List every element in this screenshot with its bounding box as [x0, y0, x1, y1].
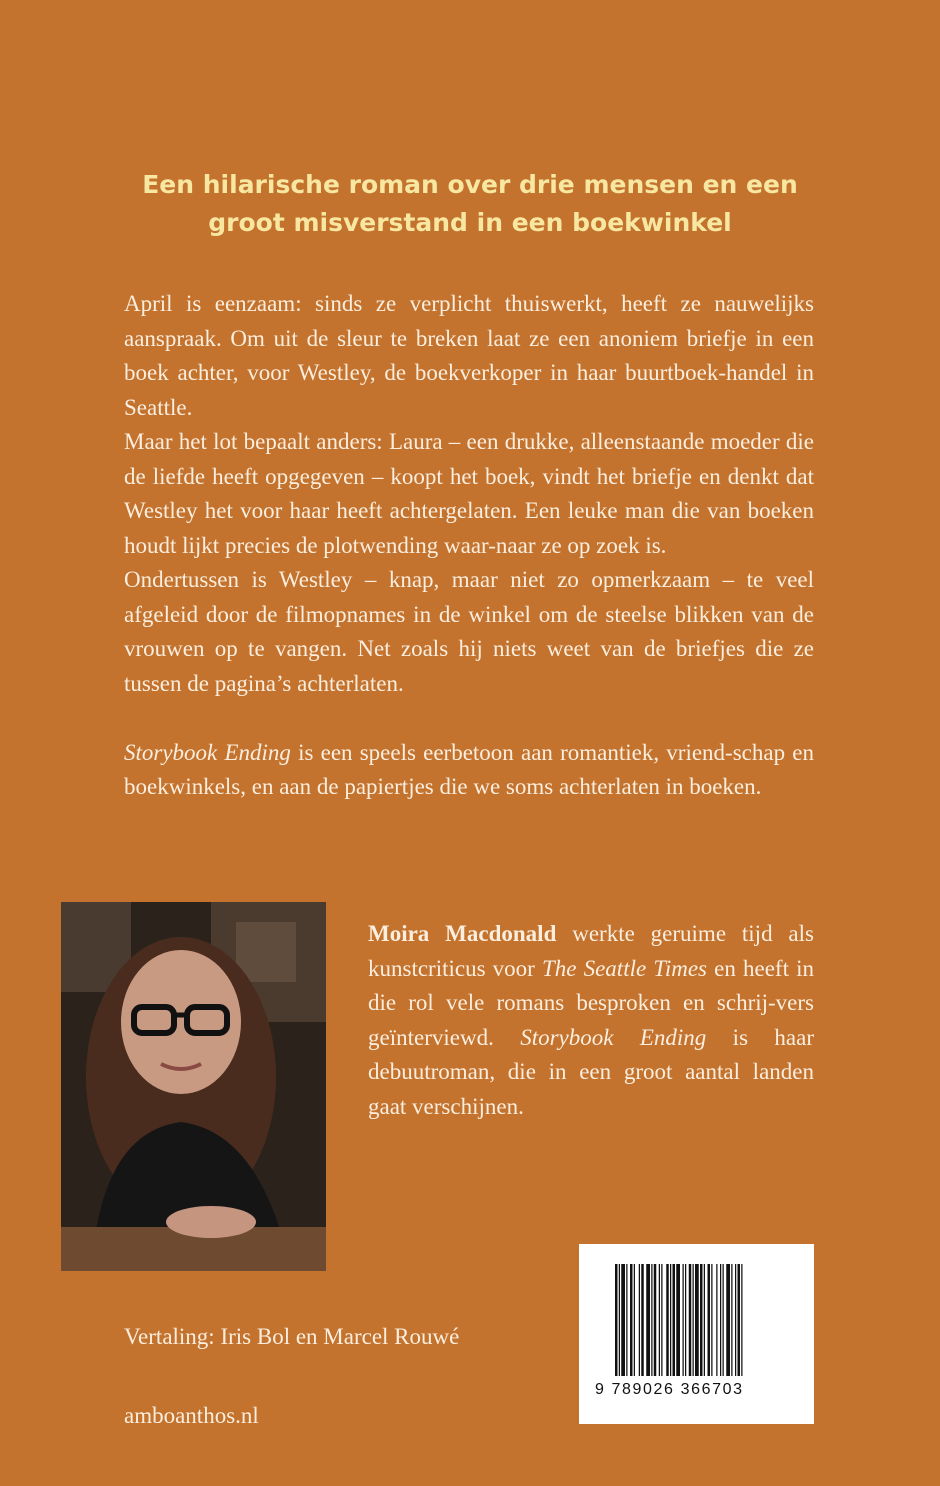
barcode-bar [639, 1264, 640, 1376]
newspaper-title: The Seattle Times [541, 955, 708, 981]
barcode-number: 9 789026 366703 [595, 1381, 744, 1398]
barcode-bar [700, 1264, 703, 1376]
bio-text-1: werkte geruime tijd als kunstcriticus voor [368, 921, 814, 981]
blurb [124, 287, 814, 805]
barcode-bar [689, 1264, 692, 1376]
barcode-bar [673, 1264, 676, 1376]
blurb-paragraph-4 [124, 736, 814, 805]
bio-book-title: Storybook Ending [520, 1024, 707, 1050]
barcode-bar [693, 1264, 694, 1376]
author-photo [61, 902, 326, 1271]
barcode-bar [641, 1264, 644, 1376]
barcode-bar [683, 1264, 684, 1376]
barcode-bars [615, 1264, 785, 1376]
translation-credits: Vertaling: Iris Bol en Marcel Rouwé [124, 1324, 460, 1349]
barcode-bar [731, 1264, 732, 1376]
author-bio [368, 917, 814, 1124]
blurb-paragraph-3: Ondertussen is Westley – knap, maar niet zo opmerkzaam – te veel afgeleid door de filmopnames in de winkel om de steelse blikken van de vrouwen op te vangen. Net zoals hij niets weet van de briefjes die ze tussen de pagina’s achterlaten. [124, 567, 814, 696]
barcode-bar [720, 1264, 721, 1376]
barcode-bar [634, 1264, 635, 1376]
author-name: Moira Macdonald [368, 921, 557, 946]
barcode-bar [676, 1264, 680, 1376]
barcode-bar [726, 1264, 730, 1376]
author-portrait-illustration [61, 902, 326, 1271]
barcode-bar [704, 1264, 705, 1376]
book-title: Storybook Ending [124, 739, 291, 765]
tagline [100, 166, 840, 242]
blurb-paragraph-2: Maar het lot bepaalt anders: Laura – een drukke, alleenstaande moeder die de liefde heeft opgegeven – koopt het boek, vindt het briefje en denkt dat Westley het voor haar heeft achtergelaten. Een leuke man die van boeken houdt lijkt precies de plotwending waar-naar ze op zoek is. [124, 429, 814, 558]
barcode-bar [741, 1264, 742, 1376]
barcode-bar [738, 1264, 741, 1376]
barcode-bar [695, 1264, 699, 1376]
barcode-bar [646, 1264, 650, 1376]
barcode-bar [666, 1264, 669, 1376]
barcode-bar [685, 1264, 686, 1376]
barcode-bar [716, 1264, 717, 1376]
barcode-bar [661, 1264, 662, 1376]
tagline-line-2: groot misverstand in een boekwinkel [208, 208, 732, 237]
barcode-bar [654, 1264, 657, 1376]
barcode-bar [619, 1264, 620, 1376]
tagline-line-1: Een hilarische roman over drie mensen en een [142, 170, 798, 199]
barcode-bar [651, 1264, 652, 1376]
publisher-website: amboanthos.nl [124, 1403, 259, 1428]
barcode-bar [670, 1264, 671, 1376]
barcode-bar [723, 1264, 724, 1376]
blurb-paragraph-1: April is eenzaam: sinds ze verplicht thuiswerkt, heeft ze nauwelijks aanspraak. Om uit de sleur te breken laat ze een anoniem briefje in een boek achter, voor Westley, de boekverkoper in haar buurtboek-handel in Seattle. [124, 291, 814, 420]
bio-text-3: is haar debuutroman, die in een groot aantal landen gaat verschijnen. [368, 1024, 814, 1119]
barcode-bar [621, 1264, 625, 1376]
barcode-bar [708, 1264, 711, 1376]
barcode-bar [659, 1264, 660, 1376]
barcode-bar [626, 1264, 627, 1376]
blurb-paragraph-4-text: is een speels eerbetoon aan romantiek, vriend-schap en boekwinkels, en aan de papiertjes die we soms achterlaten in boeken. [124, 739, 814, 799]
barcode-bar [630, 1264, 633, 1376]
barcode [579, 1244, 814, 1424]
bio-text-2: en heeft in die rol vele romans besproken en schrij-vers geïnterviewd. [368, 955, 814, 1050]
barcode-bar [711, 1264, 712, 1376]
barcode-bar [735, 1264, 736, 1376]
barcode-bar [615, 1264, 618, 1376]
